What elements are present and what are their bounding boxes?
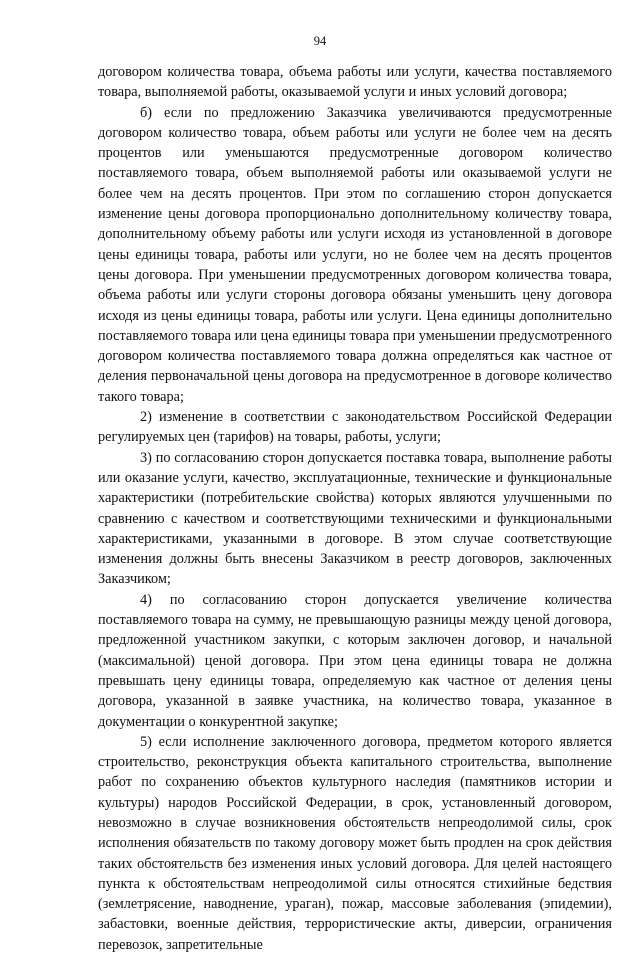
paragraph-item-5: 5) если исполнение заключенного договора, предметом которого является строительство, реконструкция объекта капитального строительства, выполнение работ по сохранению объектов культурного наследия (памятников истории и культуры) народов Российской Федерации, в срок, установленный договором, невозможно в случае возникновения обстоятельств непреодолимой силы, срок исполнения обязательств по такому договору может быть продлен на срок действия таких обстоятельств без изменения иных условий договора. Для целей настоящего пункта к обстоятельствам непреодолимой силы относятся стихийные бедствия (землетрясение, наводнение, ураган), пожар, массовые заболевания (эпидемии), забастовки, военные действия, террористические акты, диверсии, ограничения перевозок, запретительные	[98, 733, 612, 953]
paragraph-continuation: договором количества товара, объема работы или услуги, качества поставляемого товара, выполняемой работы, оказываемой услуги и иных условий договора;	[98, 64, 612, 101]
document-body	[98, 62, 612, 955]
paragraph-item-4: 4) по согласованию сторон допускается увеличение количества поставляемого товара на сумму, не превышающую разницы между ценой договора, предложенной участником закупки, с которым заключен договор, и начальной (максимальной) ценой договора. При этом цена единицы товара не должна превышать цену единицы товара, определяемую как частное от деления цены договора, указанной в заявке участника, на количество товара, указанное в документации о конкурентной закупке;	[98, 591, 612, 730]
paragraph-item-3: 3) по согласованию сторон допускается поставка товара, выполнение работы или оказание услуги, качество, эксплуатационные, технические и функциональные характеристики (потребительские свойства) которых являются улучшенными по сравнению с качеством и соответствующими техническими и функциональными характеристиками, указанными в договоре. В этом случае соответствующие изменения должны быть внесены Заказчиком в реестр договоров, заключенных Заказчиком;	[98, 449, 612, 588]
paragraph-item-2: 2) изменение в соответствии с законодательством Российской Федерации регулируемых цен (тарифов) на товары, работы, услуги;	[98, 409, 612, 446]
page-number: 94	[313, 34, 327, 48]
paragraph-item-b: б) если по предложению Заказчика увеличиваются предусмотренные договором количество товара, объем работы или услуги не более чем на десять процентов или уменьшаются предусмотренные договором количество поставляемого товара, объем выполняемой работы или оказываемой услуги не более чем на десять процентов. При этом по соглашению сторон допускается изменение цены договора пропорционально дополнительному количеству товара, дополнительному объему работы или услуги исходя из установленной в договоре цены единицы товара, работы или услуги, но не более чем на десять процентов цены договора. При уменьшении предусмотренных договором количества товара, объема работы или услуги стороны договора обязаны уменьшить цену договора исходя из цены единицы товара, работы или услуги. Цена единицы дополнительно поставляемого товара или цена единицы товара при уменьшении предусмотренного договором количества поставляемого товара должна определяться как частное от деления первоначальной цены договора на предусмотренное в договоре количество такого товара;	[98, 104, 612, 405]
